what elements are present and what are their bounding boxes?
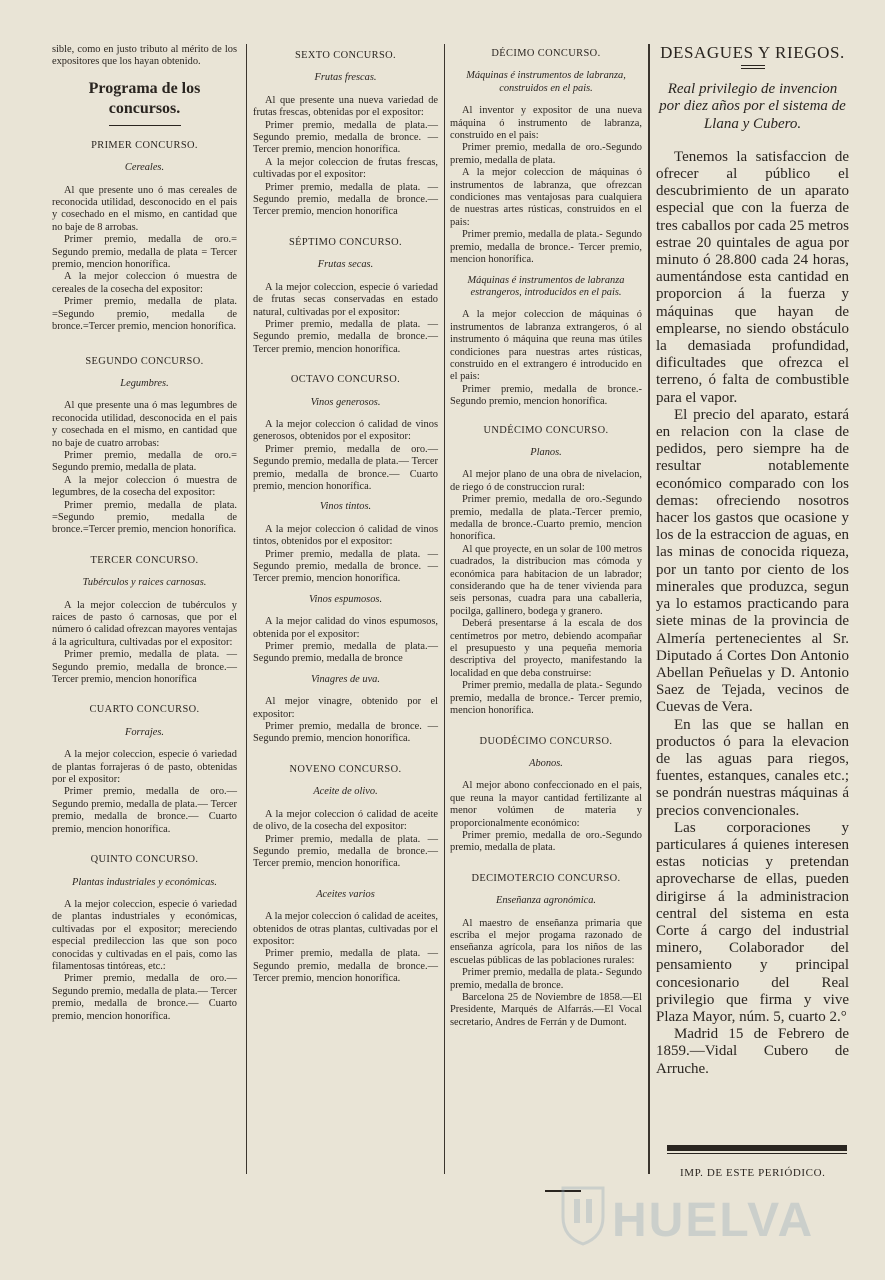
paragraph: A la mejor coleccion ó muestra de cereales de la cosecha del expositor: [52,271,237,295]
paragraph: Primer premio, medalla de oro.-Segundo premio, medalla de plata. [450,829,642,854]
paragraph: A la mejor coleccion de tubérculos y raices de pasto ó carnosas, que por el número ó calidad ofrezcan mayores ventajas á la agricultura, cultivadas por el expositor: [52,599,237,648]
section-heading: SÉPTIMO CONCURSO. [288,236,403,248]
section-heading: OCTAVO CONCURSO. [290,374,401,386]
column-2 [253,44,438,986]
section-subheading: Frutas secas. [317,259,374,271]
paragraph: Primer premio, medalla de oro.— Segundo premio, medalla de plata.— Tercer premio, medalla de bronce.— Cuarto premio, mencion honorífica. [52,973,237,1022]
section-subheading: Aceites varios [316,888,375,900]
paragraph: A la mejor coleccion de máquinas ó instrumentos de labranza extrangeros, ó al instrumento ó máquina que reuna mas útiles condiciones para nuestras artes rústicas, construido en el extrangero é introducido en el pais: [450,309,642,383]
watermark [560,1165,815,1275]
paragraph: Al maestro de enseñanza primaria que escriba el mejor progama razonado de enseñanza agrícola, para los niños de las escuelas públicas de las poblaciones rurales: [450,917,642,966]
section-heading: NOVENO CONCURSO. [289,763,402,775]
closing-rule-thin [667,1153,847,1154]
paragraph: A la mejor coleccion ó calidad de vinos generosos, obtenidos por el expositor: [253,418,438,443]
section-heading: DUODÉCIMO CONCURSO. [479,735,613,747]
paragraph: Primer premio, medalla de bronce. —Segundo premio, mencion honorífica. [253,721,438,745]
paragraph: A la mejor coleccion, especie ó variedad de frutas secas conservadas en estado natural, cultivadas por el expositor: [253,281,438,318]
paragraph: Primer premio, medalla de plata. —Segundo premio, medalla de bronce.—Tercer premio, mencion honorífica [52,649,237,686]
paragraph: Primer premio, medalla de plata. —Segundo premio, medalla de bronce.—Tercer premio, mencion honorífica. [253,948,438,985]
section-heading: DECIMOTERCIO CONCURSO. [471,872,621,884]
section-subheading: Vinos generosos. [310,396,381,408]
article-subtitle: Real privilegio de invencion por diez años por el sistema de Llana y Cubero. [659,81,846,132]
paragraph: Primer premio, medalla de plata.— Segundo premio, medalla de bronce [253,641,438,665]
column-rule [648,44,650,1174]
section-heading: DÉCIMO CONCURSO. [491,48,601,59]
section-heading: SEXTO CONCURSO. [294,50,397,61]
column-rule [444,44,445,1174]
paragraph: Las corporaciones y particulares á quienes interesen estas noticias y pretendan aprovecharse de ellas, pueden dirigirse á la administracion central del sistema en esta Corte á cargo del industrial minero, Colaborador del pensamiento y principal concesionario del Real privilegio que firma y vive Plaza Mayor, núm. 5, cuarto 2.° [656,819,849,1025]
paragraph: Al mejor vinagre, obtenido por el expositor: [253,696,438,720]
signature-paragraph: Barcelona 25 de Noviembre de 1858.—El Presidente, Marqués de Alfarrás.—El Vocal secretario, Andres de Ferrán y de Dumont. [450,992,642,1028]
section-heading: UNDÉCIMO CONCURSO. [483,424,609,436]
paragraph: A la mejor coleccion ó muestra de legumbres, de la cosecha del expositor: [52,474,237,499]
article-title: DESAGUES Y RIEGOS. [660,43,845,62]
watermark-text: HUELVA [612,1194,815,1247]
section-subheading: Aceite de olivo. [313,786,378,798]
paragraph: Al inventor y expositor de una nueva máquina ó instrumento de labranza, construido en el pais: [450,105,642,142]
paragraph: El precio del aparato, estará en relacion con la clase de pedidos, pero siempre ha de resultar notablemente económico comparado con los demas: ofreciendo nosotros hacer los gastos que ocasione y los de la estraccion de aguas, en las minas de conocida riqueza, por un tanto por ciento de los minerales que produzca, segun ya lo estamos practicando para siete minas de la provincia de Almería pertenecientes al Sr. Diputado á Cortes Don Antonio Abellan Peñuelas y D. Antonio Saez de Tejada, vecinos de Cuevas de Vera. [656,406,849,716]
paragraph: Primer premio, medalla de plata. =Segundo premio, medalla de bronce.=Tercer premio, mencion honorífica. [52,296,237,333]
section-subheading: Enseñanza agronómica. [495,895,597,907]
paragraph: Primer premio, medalla de plata. —Segundo premio, medalla de bronce.—Tercer premio, mencion honorífica. [253,318,438,355]
paragraph: Al que presente uno ó mas cereales de reconocida utilidad, desconocido en el pais y cosechado en el mismo, en cantidad que no baje de 8 arrobas. [52,184,237,233]
paragraph: Primer premio, medalla de oro.= Segundo premio, medalla de plata = Tercer premio, mencion honorífica. [52,234,237,271]
section-subheading: Forrajes. [125,726,164,738]
watermark-shield-icon [560,1185,606,1247]
section-subheading: Legumbres. [120,377,169,389]
column-rule [246,44,247,1174]
section-subheading: Vinos espumosos. [308,593,383,605]
paragraph: Primer premio, medalla de plata. —Segundo premio, medalla de bronce.—Tercer premio, mencion honorífica. [253,833,438,870]
paragraph: A la mejor coleccion ó calidad de vinos tintos, obtenidos por el expositor: [253,523,438,548]
section-subheading: Planos. [530,446,562,458]
paragraph: Deberá presentarse á la escala de dos centímetros por metro, debiendo acompañar el presupuesto y una pequeña memoria descriptiva del proyecto, manifestando la localidad en que deba construirse: [450,618,642,679]
paragraph: Tenemos la satisfaccion de ofrecer al público el descubrimiento de un aparato especial que con la fuerza de tres caballos por cada 25 metros estrae 20 quintales de agua por minuto ó 28.800 cada 24 horas, aumentándose esta cantidad en proporcion á la fuerza y máquinas que hayan de emplearse, no siendo obstáculo la demasiada profundidad, dificultades que ofrezca el terreno, ó falta de combustible para el vapor. [656,148,849,406]
paragraph: A la mejor coleccion ó calidad de aceites, obtenidos de otras plantas, cultivadas por el expositor: [253,911,438,947]
section-subheading: Vinos tintos. [319,501,372,513]
paragraph: Al que presente una ó mas legumbres de reconocida utilidad, desconocida en el pais y cosechada en el mismo, en cantidad que no baje de cuatro arrobas: [52,400,237,449]
paragraph: Primer premio, medalla de plata.— Segundo premio, medalla de bronce. —Tercer premio, mencion honorífica. [253,119,438,156]
section-subheading: Vinagres de uva. [311,673,380,685]
signature-paragraph: Madrid 15 de Febrero de 1859.—Vidal Cubero de Arruche. [656,1026,849,1077]
paragraph: Primer premio, medalla de plata.- Segundo premio, medalla de bronce.- Tercer premio, mencion honorífica. [450,229,642,266]
paragraph: Al mejor abono confeccionado en el pais, que reuna la mayor cantidad fertilizante al menor volúmen de materia y proporcionalmente económico: [450,780,642,829]
paragraph: Primer premio, medalla de oro.-Segundo premio, medalla de plata.-Tercer premio, medalla de bronce.-Cuarto premio, mencion honorífica. [450,494,642,543]
section-subheading: Abonos. [529,757,563,769]
section-heading: SEGUNDO CONCURSO. [85,355,204,367]
section-heading: PRIMER CONCURSO. [91,139,198,151]
paragraph: Primer premio, medalla de plata.- Segundo premio, medalla de bronce.- Tercer premio, mencion honorífica. [450,680,642,717]
paragraph: A la mejor coleccion, especie ó variedad de plantas forrajeras ó de pasto, obtenidas por el expositor: [52,749,237,786]
double-rule [741,65,765,69]
section-subheading: Frutas frescas. [314,72,377,84]
paragraph: Al que proyecte, en un solar de 100 metros cuadrados, la distribucion mas cómoda y económica para habitacion de un labrador; considerando que ha de tener vivienda para seis personas, cuadra para una caballeria, pocilga, gallinero, bodega y granero. [450,543,642,617]
column-3 [450,44,642,1029]
paragraph: Al que presente una nueva variedad de frutas frescas, obtenidas por el expositor: [253,94,438,119]
program-title: Programa de los concursos. [88,79,201,117]
section-subheading: Máquinas é instrumentos de labranza estrangeros, introducidos en el pais. [467,274,625,298]
section-subheading: Máquinas é instrumentos de labranza, construidos en el pais. [466,70,626,94]
paragraph: Primer premio, medalla de plata. —Segundo premio, medalla de bronce. —Tercer premio, mencion honorífica. [253,548,438,585]
section-subheading: Tubérculos y raices carnosas. [82,577,207,589]
section-heading: QUINTO CONCURSO. [90,854,199,866]
paragraph: A la mejor coleccion de frutas frescas, cultivadas por el expositor: [253,156,438,181]
section-heading: CUARTO CONCURSO. [89,704,200,716]
paragraph: A la mejor coleccion, especie ó variedad de plantas industriales y económicas, cultivadas por el expositor; mereciendo especial predileccion las que son poco conocidas y cultivadas en el pais, como las filamentosas tintóreas, etc.: [52,898,237,972]
column-4 [656,44,849,1078]
paragraph: Primer premio, medalla de oro.— Segundo premio, medalla de plata.— Tercer premio, medalla de bronce.— Cuarto premio, mencion honorífica. [52,786,237,835]
divider [109,125,181,126]
paragraph: A la mejor coleccion ó calidad de aceite de olivo, de la cosecha del expositor: [253,808,438,833]
paragraph: Al mejor plano de una obra de nivelacion, de riego ó de construccion rural: [450,469,642,493]
paragraph: sible, como en justo tributo al mérito de los expositores que los hayan obtenido. [52,44,237,68]
closing-rule-thick [667,1145,847,1151]
imprint: IMP. DE ESTE PERIÓDICO. [680,1167,826,1179]
section-subheading: Plantas industriales y económicas. [72,876,217,888]
section-subheading: Cereales. [124,162,165,174]
paragraph: Primer premio, medalla de plata. =Segundo premio, medalla de bronce.=Tercer premio, mencion honorífica. [52,499,237,536]
section-heading: TERCER CONCURSO. [90,554,199,566]
paragraph: Primer premio, medalla de oro.-Segundo premio, medalla de plata. [450,142,642,166]
paragraph: A la mejor calidad do vinos espumosos, obtenida por el expositor: [253,616,438,640]
column-1 [52,44,237,1023]
paragraph: Primer premio, medalla de oro.— Segundo premio, medalla de plata.— Tercer premio, medalla de bronce.— Cuarto premio, mencion honorífica. [253,443,438,492]
paragraph: Primer premio, medalla de oro.= Segundo premio, medalla de plata. [52,449,237,474]
paragraph: Primer premio, medalla de plata.- Segundo premio, medalla de bronce. [450,967,642,991]
paragraph: A la mejor coleccion de máquinas ó instrumentos de labranza, que ofrezcan condiciones mas ventajosas para cualquiera de nuestras artes rústicas, construidos en el pais: [450,167,642,228]
paragraph: Primer premio, medalla de bronce.- Segundo premio, mencion honorífica. [450,383,642,408]
paragraph: Primer premio, medalla de plata. —Segundo premio, medalla de bronce.—Tercer premio, mencion honorífica [253,181,438,218]
paragraph: En las que se hallan en productos ó para la elevacion de las aguas para riegos, fuentes, estanques, canales etc.; se pondrán nuestras máquinas á precios convencionales. [656,716,849,819]
